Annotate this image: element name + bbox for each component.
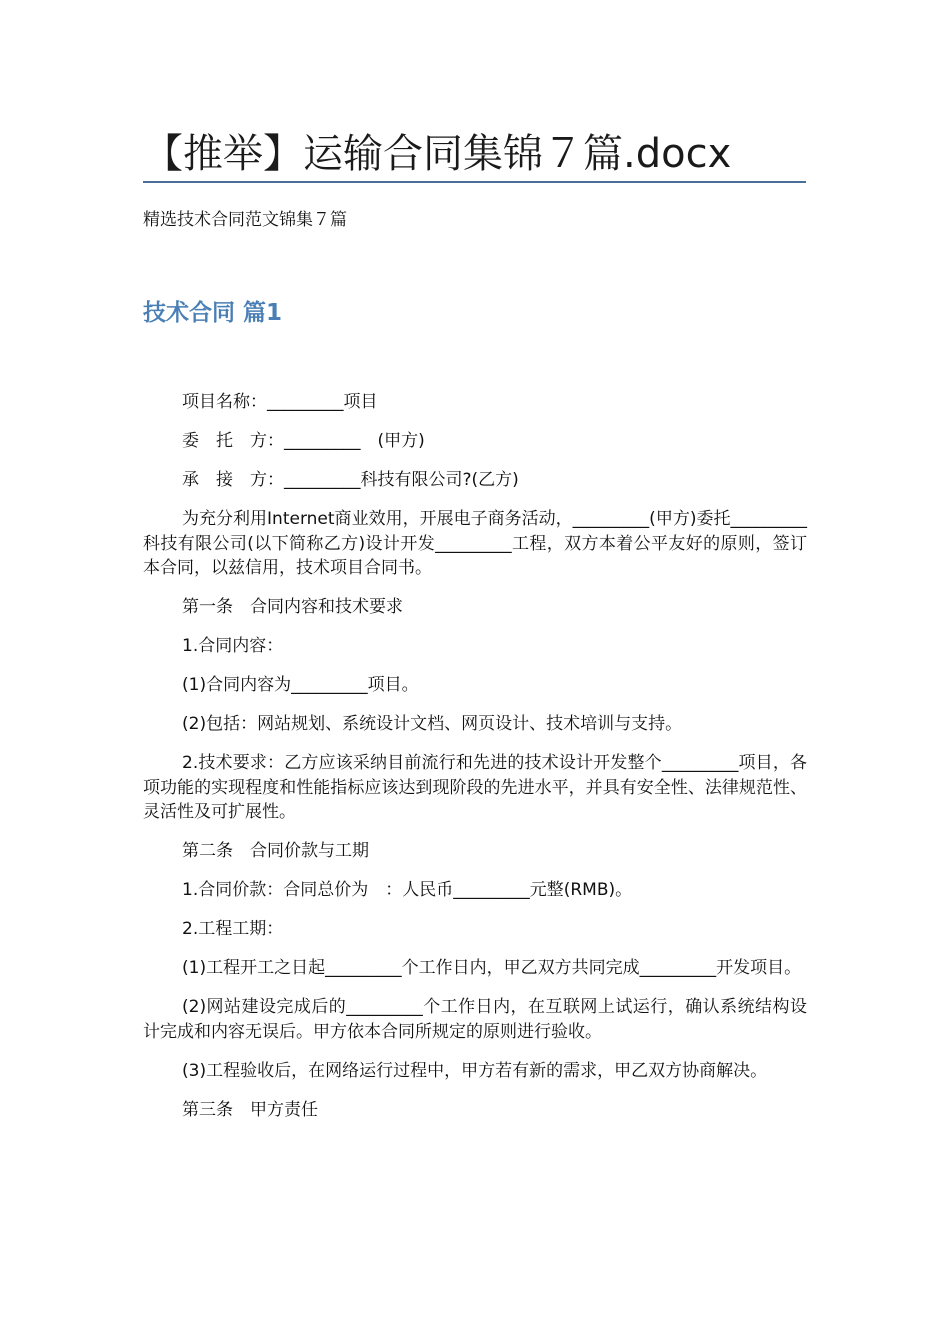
document-title: 【推举】运输合同集锦７篇.docx: [143, 131, 732, 177]
clause-1-1: 1.合同内容：: [182, 636, 284, 656]
clause-2-2-3: (3)工程验收后，在网络运行过程中，甲方若有新的需求，甲乙双方协商解决。: [182, 1060, 768, 1081]
article-2-title: 第二条 合同价款与工期: [182, 841, 369, 861]
document-subtitle: 精选技术合同范文锦集７篇: [143, 210, 347, 230]
title-underline: [143, 181, 806, 183]
article-1-title: 第一条 合同内容和技术要求: [182, 597, 403, 617]
clause-1-1-2: (2)包括：网站规划、系统设计文档、网页设计、技术培训与支持。: [182, 714, 683, 734]
section-heading: 技术合同 篇1: [143, 300, 283, 326]
contract-body: [143, 390, 807, 1122]
clause-2-2-1: (1)工程开工之日起_________个工作日内，甲乙双方共同完成_________开发项目。: [182, 958, 802, 978]
article-3-title: 第三条 甲方责任: [182, 1099, 318, 1120]
client-line: 委 托 方：_________ (甲方): [182, 431, 425, 451]
project-name-line: 项目名称：_________项目: [182, 392, 378, 412]
clause-1-2: 2.技术要求：乙方应该采纳目前流行和先进的技术设计开发整个_________项目，各项功能的实现程度和性能指标应该达到现阶段的先进水平，并具有安全性、法律规范性、灵活性及可扩展性。: [143, 753, 807, 822]
contractor-line: 承 接 方：_________科技有限公司?(乙方): [182, 470, 519, 490]
clause-1-1-1: (1)合同内容为_________项目。: [182, 675, 419, 695]
preamble-paragraph: 为充分利用Internet商业效用，开展电子商务活动，_________(甲方)委托_________科技有限公司(以下简称乙方)设计开发_________工程，双方本着公平友好的原则，签订本合同，以兹信用，技术项目合同书。: [143, 509, 807, 578]
clause-2-2-2: (2)网站建设完成后的_________个工作日内，在互联网上试运行，确认系统结构设计完成和内容无误后。甲方依本合同所规定的原则进行验收。: [143, 997, 807, 1042]
clause-2-1: 1.合同价款：合同总价为 ：人民币_________元整(RMB)。: [182, 880, 633, 900]
clause-2-2: 2.工程工期：: [182, 919, 284, 939]
